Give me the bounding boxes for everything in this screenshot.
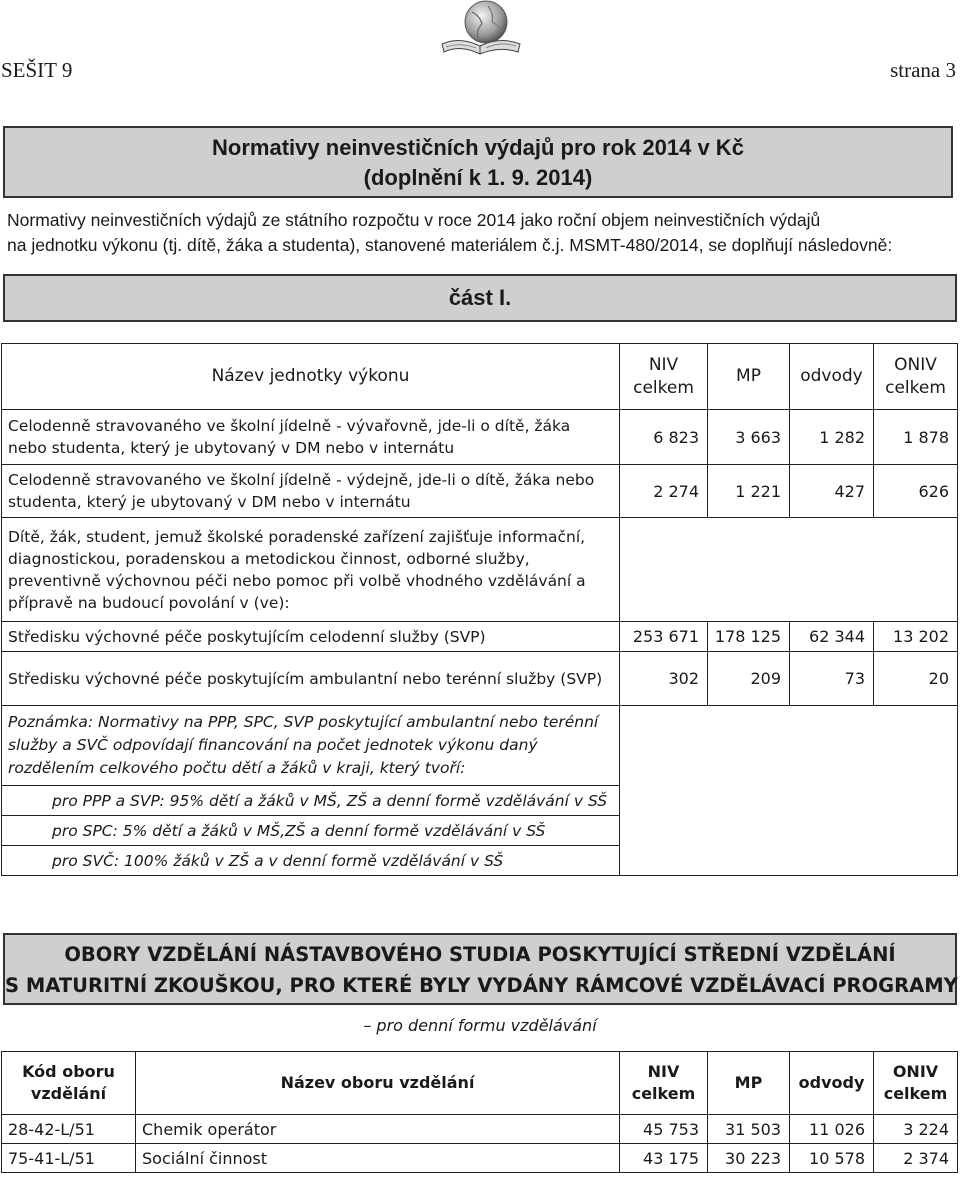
globe-book-logo — [436, 0, 524, 56]
row-odvody: 73 — [790, 652, 874, 706]
section-heading-line-2: S MATURITNÍ ZKOUŠKOU, PRO KTERÉ BYLY VYDÁNY RÁMCOVÉ VZDĚLÁVACÍ PROGRAMY — [5, 974, 958, 997]
row-niv: 43 175 — [620, 1144, 708, 1173]
row-niv: 253 671 — [620, 622, 708, 652]
row-odvody: 10 578 — [790, 1144, 874, 1173]
row-code: 75-41-L/51 — [2, 1144, 136, 1173]
row-oniv: 13 202 — [874, 622, 958, 652]
table-row — [2, 622, 958, 652]
row-oniv: 626 — [874, 465, 958, 518]
row-name: Celodenně stravovaného ve školní jídelně - výdejně, jde-li o dítě, žáka nebo studenta, který je ubytovaný v DM nebo v internátu — [2, 465, 620, 518]
row-niv: 2 274 — [620, 465, 708, 518]
row-oniv: 3 224 — [874, 1115, 958, 1144]
table-row — [2, 1144, 958, 1173]
section-subtitle: – pro denní formu vzdělávání — [363, 1016, 597, 1035]
header-oniv: ONIV celkem — [874, 1052, 958, 1115]
row-odvody: 11 026 — [790, 1115, 874, 1144]
row-odvody: 62 344 — [790, 622, 874, 652]
normatives-table — [1, 343, 958, 876]
fields-table — [1, 1051, 958, 1173]
row-odvody: 427 — [790, 465, 874, 518]
row-mp: 178 125 — [708, 622, 790, 652]
row-field-name: Sociální činnost — [136, 1144, 620, 1173]
row-mp: 30 223 — [708, 1144, 790, 1173]
header-niv: NIV celkem — [620, 1052, 708, 1115]
row-name: Středisku výchovné péče poskytujícím celodenní služby (SVP) — [2, 622, 620, 652]
row-niv: 45 753 — [620, 1115, 708, 1144]
section-heading-box — [3, 933, 957, 1005]
header-field-name: Název oboru vzdělání — [136, 1052, 620, 1115]
intro-paragraph — [7, 208, 952, 258]
note-item: pro SPC: 5% dětí a žáků v MŠ,ZŠ a denní formě vzdělávání v SŠ — [2, 816, 620, 846]
header-odvody: odvody — [790, 344, 874, 410]
header-oniv: ONIV celkem — [874, 344, 958, 410]
intro-line-1: Normativy neinvestičních výdajů ze státního rozpočtu v roce 2014 jako roční objem neinvestičních výdajů — [7, 210, 821, 230]
main-title-line-1: Normativy neinvestičních výdajů pro rok 2014 v Kč — [212, 135, 744, 160]
header-odvody: odvody — [790, 1052, 874, 1115]
row-mp: 209 — [708, 652, 790, 706]
section-heading-line-1: OBORY VZDĚLÁNÍ NÁSTAVBOVÉHO STUDIA POSKYTUJÍCÍ STŘEDNÍ VZDĚLÁNÍ — [64, 943, 896, 966]
table-header-row — [2, 1052, 958, 1115]
table-header-row — [2, 344, 958, 410]
row-name: Středisku výchovné péče poskytujícím ambulantní nebo terénní služby (SVP) — [2, 652, 620, 706]
note-text: Poznámka: Normativy na PPP, SPC, SVP poskytující ambulantní nebo terénní služby a SVČ odpovídají financování na počet jednotek výkonu daný rozdělením celkového počtu dětí a žáků v kraji, který tvoří: — [2, 706, 620, 786]
part-heading: část I. — [3, 274, 957, 322]
header-name: Název jednotky výkonu — [2, 344, 620, 410]
intro-line-2: na jednotku výkonu (tj. dítě, žáka a studenta), stanovené materiálem č.j. MSMT-480/2014, se doplňují následovně: — [7, 235, 893, 255]
row-code: 28-42-L/51 — [2, 1115, 136, 1144]
row-niv: 6 823 — [620, 410, 708, 465]
row-mp: 1 221 — [708, 465, 790, 518]
row-field-name: Chemik operátor — [136, 1115, 620, 1144]
table-row — [2, 518, 958, 622]
row-name: Dítě, žák, student, jemuž školské poradenské zařízení zajišťuje informační, diagnostickou, poradenskou a metodickou činnost, odborné služby, preventivně výchovnou péči nebo pomoc při volbě vhodného vzdělávání a přípravě na budoucí povolání v (ve): — [2, 518, 620, 622]
row-empty-values — [620, 518, 958, 622]
row-niv: 302 — [620, 652, 708, 706]
row-oniv: 20 — [874, 652, 958, 706]
row-name: Celodenně stravovaného ve školní jídelně - vývařovně, jde-li o dítě, žáka nebo studenta, který je ubytovaný v DM nebo v internátu — [2, 410, 620, 465]
main-title-box — [3, 126, 953, 198]
header-mp: MP — [708, 344, 790, 410]
header-series: SEŠIT 9 — [1, 58, 73, 82]
row-oniv: 1 878 — [874, 410, 958, 465]
table-row — [2, 465, 958, 518]
row-oniv: 2 374 — [874, 1144, 958, 1173]
table-row — [2, 652, 958, 706]
row-mp: 31 503 — [708, 1115, 790, 1144]
header-mp: MP — [708, 1052, 790, 1115]
main-title-line-2: (doplnění k 1. 9. 2014) — [363, 165, 593, 190]
row-odvody: 1 282 — [790, 410, 874, 465]
table-row — [2, 410, 958, 465]
row-mp: 3 663 — [708, 410, 790, 465]
note-row — [2, 706, 958, 786]
note-empty-values — [620, 706, 958, 876]
header-page-number: strana 3 — [890, 58, 956, 82]
header-code: Kód oboru vzdělání — [2, 1052, 136, 1115]
table-row — [2, 1115, 958, 1144]
note-item: pro PPP a SVP: 95% dětí a žáků v MŠ, ZŠ a denní formě vzdělávání v SŠ — [2, 786, 620, 816]
note-item: pro SVČ: 100% žáků v ZŠ a v denní formě vzdělávání v SŠ — [2, 846, 620, 876]
header-niv: NIV celkem — [620, 344, 708, 410]
